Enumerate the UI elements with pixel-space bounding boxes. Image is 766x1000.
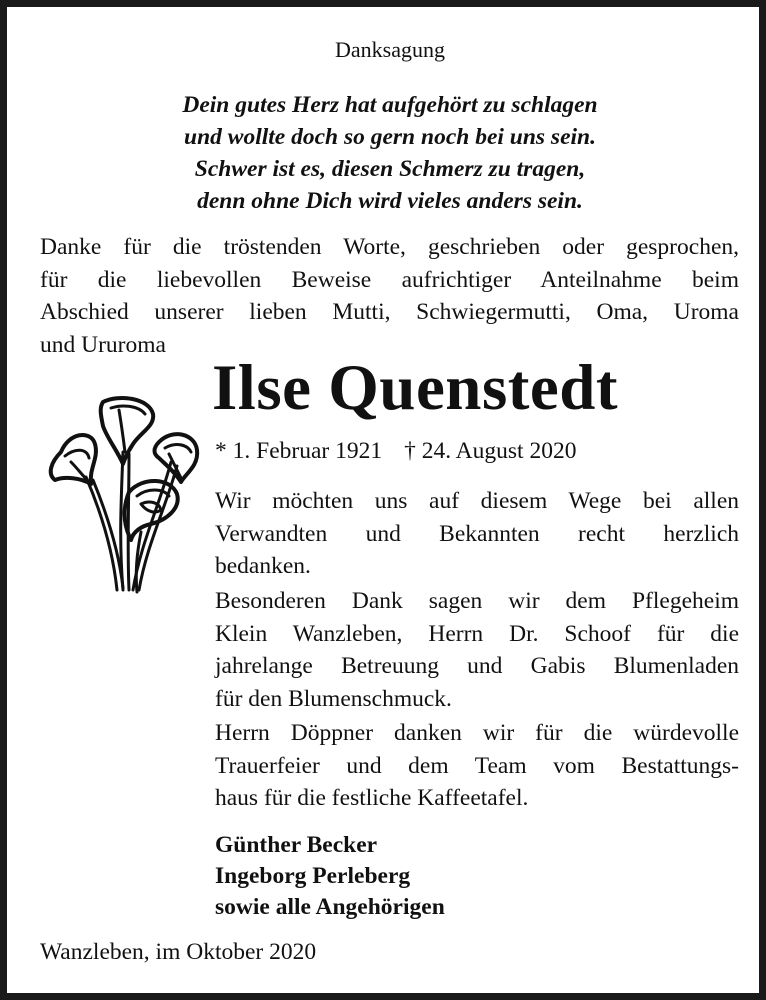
poem — [7, 89, 766, 217]
paragraph-line: Besonderen Dank sagen wir dem Pflegeheim — [215, 588, 739, 614]
place-and-date: Wanzleben, im Oktober 2020 — [40, 939, 317, 965]
intro-line: Abschied unserer lieben Mutti, Schwiegermutti, Oma, Uroma — [40, 299, 739, 325]
paragraph-line: für den Blumenschmuck. — [215, 685, 452, 712]
signer: Ingeborg Perleberg — [215, 863, 411, 889]
intro-line: für die liebevollen Beweise aufrichtiger Anteilnahme beim — [40, 266, 739, 293]
poem-line: Dein gutes Herz hat aufgehört zu schlagen — [182, 92, 598, 118]
intro-line: Danke für die tröstenden Worte, geschrieben oder gesprochen, — [40, 234, 739, 260]
signer: Günther Becker — [215, 832, 378, 858]
poem-line: Schwer ist es, diesen Schmerz zu tragen, — [194, 156, 586, 182]
intro-text — [40, 231, 739, 361]
intro-line: und Ururoma — [40, 331, 166, 358]
thanks-paragraph-3 — [215, 717, 739, 815]
calla-lily-bouquet-icon — [41, 392, 201, 597]
heading: Danksagung — [335, 37, 445, 62]
thanks-paragraph-2 — [215, 585, 739, 715]
poem-line: denn ohne Dich wird vieles anders sein. — [197, 188, 583, 214]
paragraph-line: jahrelange Betreuung und Gabis Blumenladen — [215, 653, 739, 679]
thanks-paragraph-1 — [215, 485, 739, 583]
birth-date: * 1. Februar 1921 — [215, 438, 383, 464]
signer: sowie alle Angehörigen — [215, 894, 445, 920]
paragraph-line: bedanken. — [215, 553, 311, 579]
poem-line: und wollte doch so gern noch bei uns sein. — [184, 124, 596, 150]
paragraph-line: Trauerfeier und dem Team vom Bestattungs- — [215, 752, 739, 779]
paragraph-line: Klein Wanzleben, Herrn Dr. Schoof für die — [215, 620, 739, 647]
death-date: † 24. August 2020 — [404, 438, 577, 464]
paragraph-line: Wir möchten uns auf diesem Wege bei allen — [215, 488, 739, 514]
deceased-name: Ilse Quenstedt — [212, 352, 619, 424]
paragraph-line: Herrn Döppner danken wir für die würdevolle — [215, 720, 739, 746]
paragraph-line: Verwandten und Bekannten recht herzlich — [215, 520, 739, 547]
life-dates — [215, 435, 576, 467]
paragraph-line: haus für die festliche Kaffeetafel. — [215, 785, 529, 811]
signers — [215, 830, 445, 923]
